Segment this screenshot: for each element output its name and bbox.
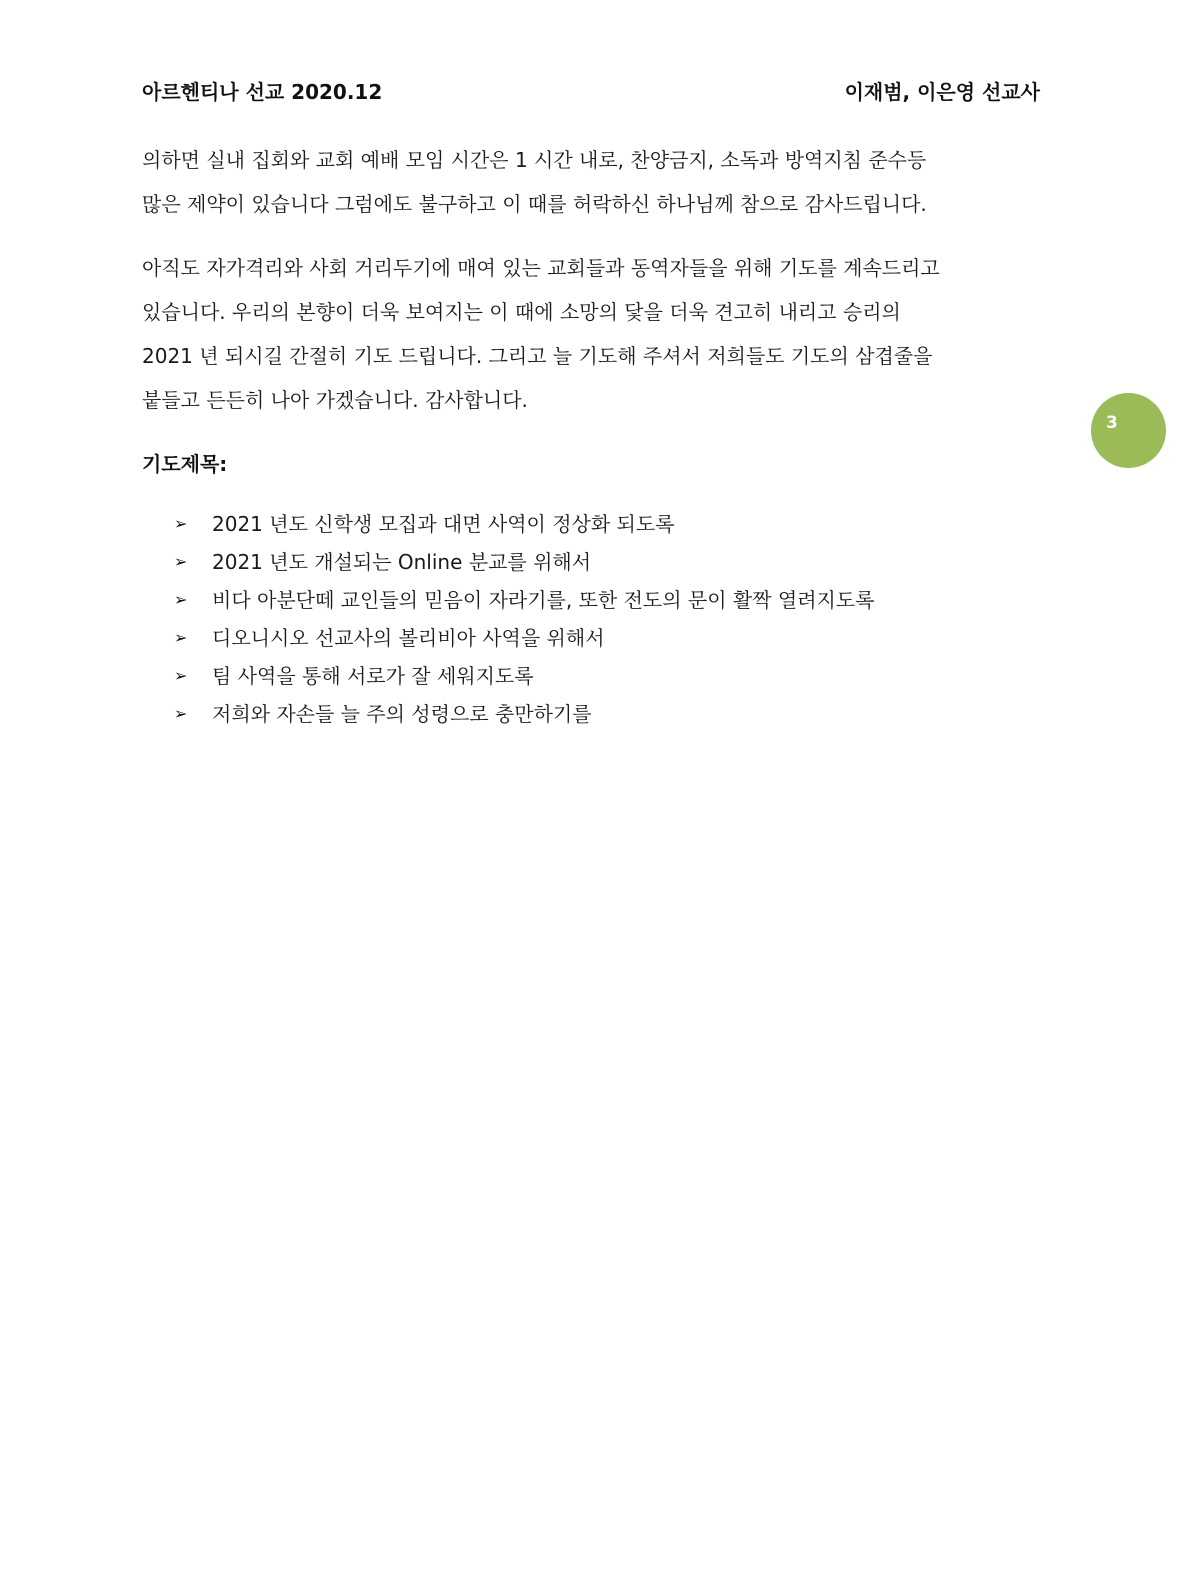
arrow-bullet-icon: ➢ — [174, 590, 188, 609]
prayer-list — [174, 505, 875, 733]
prayer-item-text: 2021 년도 신학생 모집과 대면 사역이 정상화 되도록 — [212, 512, 675, 536]
arrow-bullet-icon: ➢ — [174, 552, 188, 571]
paragraph-line: 붙들고 든든히 나아 가겠습니다. 감사합니다. — [142, 388, 528, 412]
prayer-list-item — [174, 657, 875, 695]
prayer-list-item — [174, 695, 875, 733]
paragraph-line: 있습니다. 우리의 본향이 더욱 보여지는 이 때에 소망의 닻을 더욱 견고히 내리고 승리의 — [142, 300, 901, 324]
header-right-title: 이재범, 이은영 선교사 — [844, 80, 1040, 104]
paragraph-2 — [142, 246, 1042, 422]
arrow-bullet-icon: ➢ — [174, 704, 188, 723]
page-number-badge — [1091, 393, 1166, 468]
paragraph-1 — [142, 138, 1042, 226]
prayer-list-item — [174, 619, 875, 657]
prayer-list-item — [174, 543, 875, 581]
prayer-item-text: 저희와 자손들 늘 주의 성령으로 충만하기를 — [212, 702, 592, 726]
prayer-item-text: 비다 아분단떼 교인들의 믿음이 자라기를, 또한 전도의 문이 활짝 열려지도록 — [212, 588, 875, 612]
prayer-list-item — [174, 505, 875, 543]
prayer-list-item — [174, 581, 875, 619]
prayer-item-text: 팀 사역을 통해 서로가 잘 세워지도록 — [212, 664, 534, 688]
prayer-section-heading: 기도제목: — [142, 452, 228, 476]
prayer-item-text: 디오니시오 선교사의 볼리비아 사역을 위해서 — [212, 626, 605, 650]
paragraph-line: 아직도 자가격리와 사회 거리두기에 매여 있는 교회들과 동역자들을 위해 기도를 계속드리고 — [142, 256, 940, 280]
arrow-bullet-icon: ➢ — [174, 666, 188, 685]
arrow-bullet-icon: ➢ — [174, 514, 188, 533]
arrow-bullet-icon: ➢ — [174, 628, 188, 647]
prayer-item-text: 2021 년도 개설되는 Online 분교를 위해서 — [212, 550, 592, 574]
paragraph-line: 2021 년 되시길 간절히 기도 드립니다. 그리고 늘 기도해 주셔서 저희들도 기도의 삼겹줄을 — [142, 344, 933, 368]
header-left-title: 아르헨티나 선교 2020.12 — [142, 80, 383, 104]
paragraph-line: 많은 제약이 있습니다 그럼에도 불구하고 이 때를 허락하신 하나님께 참으로 감사드립니다. — [142, 192, 927, 216]
page-number: 3 — [1106, 413, 1118, 433]
paragraph-line: 의하면 실내 집회와 교회 예배 모임 시간은 1 시간 내로, 찬양금지, 소독과 방역지침 준수등 — [142, 148, 927, 172]
